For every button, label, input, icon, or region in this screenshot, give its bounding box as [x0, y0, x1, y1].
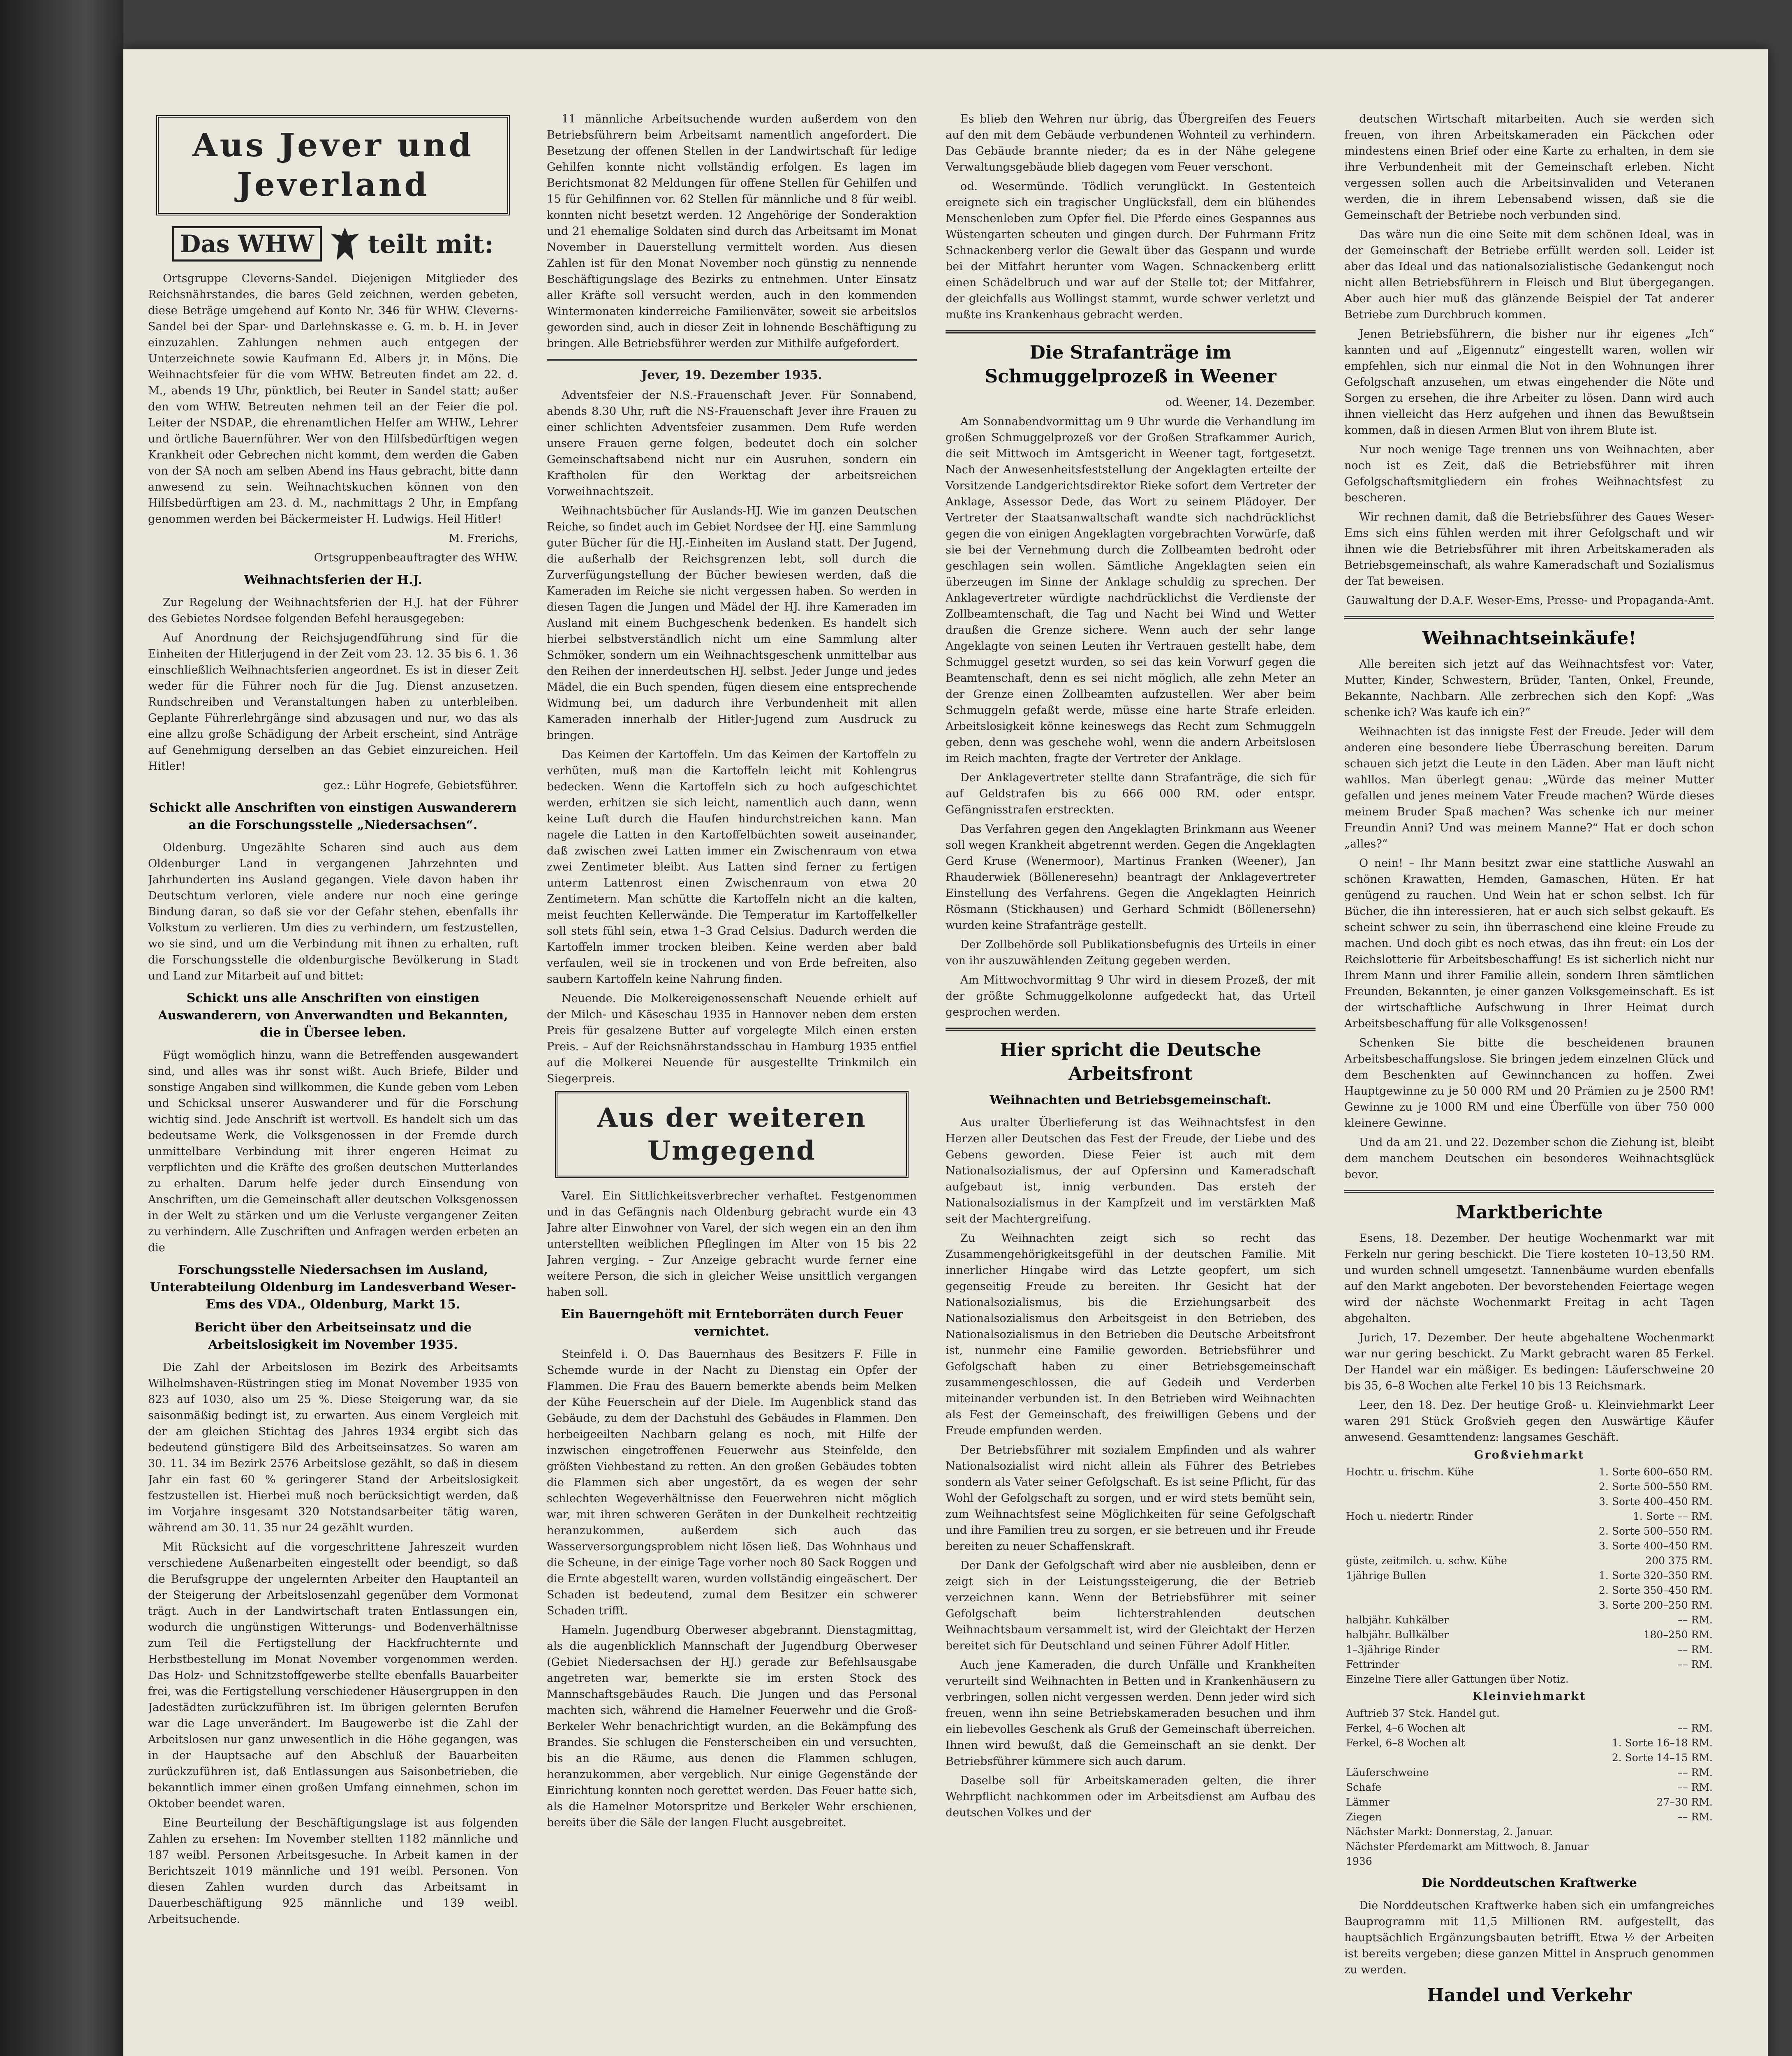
market-item: [1344, 1750, 1610, 1765]
article-text: Adventsfeier der N.S.-Frauenschaft Jever. Für Sonnabend, abends 8.30 Uhr, ruft die NS-Frauenschaft Jever ihre Frauen zu einer schlichten Adventsfeier zusammen. Dem Rufe werden unsere Frauen gerne folgen, bedeutet doch ein solcher Gemeinschaftsabend nicht nur ein Ausruhen, sondern ein Kraftholen für den Werktag der arbeitsreichen Vorweihnachtszeit.: [547, 389, 917, 498]
article-text: Nur noch wenige Tage trennen uns von Weihnachten, aber noch ist es Zeit, daß die Betriebsführer mit ihren Gefolgschaftsmitgliedern ein frohes Weihnachtsfest zu bescheren.: [1344, 443, 1714, 504]
article-text: Schenken Sie bitte die bescheidenen braunen Arbeitsbeschaffungslose. Sie bringen jedem einzelnen Glück und dem Beschenkten auf Gewinnchancen zu hoffen. Zwei Hauptgewinne zu je 50 000 RM und 20 Prämien zu je 2500 RM! Gewinne zu je 1000 RM und eine Überfülle von über 750 000 kleinere Gewinne.: [1344, 1037, 1714, 1130]
market-price: 3. Sorte 400–450 RM.: [1599, 1496, 1713, 1507]
table-row: [1344, 1765, 1714, 1780]
market-item: [1344, 1524, 1588, 1539]
article-text: Eine Beurteilung der Beschäftigungslage ist aus folgenden Zahlen zu ersehen: Im November stellten 1182 männliche und 187 weibl. Personen Arbeitsgesuche. In Arbeit kamen in der Berichtszeit 1019 männliche und 191 weibl. Personen. Von diesen Zahlen wurden durch das Arbeitsamt in Dauerbeschäftigung 925 männliche und 139 weibl. Arbeitsuchende.: [148, 1817, 518, 1926]
article-text: Auch jene Kameraden, die durch Unfälle und Krankheiten verurteilt sind Weihnachten in Betten und in Krankenhäusern zu verbringen, sollen nicht vergessen werden. Denn jeder wird sich freuen, wenn ihn seine Betriebskameraden besuchen und ihm ein liebevolles Geschenk als Gruß der Gemeinschaft überreichen. Ihnen wird bewußt, daß die Gemeinschaft an sie denkt. Der Betriebsführer kümmere sich auch darum.: [946, 1659, 1316, 1768]
article-text: deutschen Wirtschaft mitarbeiten. Auch sie werden sich freuen, von ihren Arbeitskameraden ein Päckchen oder mindestens einen Brief oder eine Karte zu erhalten, in dem sie ihre Verbundenheit mit der Gemeinschaft erleben. Nicht vergessen sollen auch die Arbeitsinvaliden und Veteranen werden, die in ihrem Lebensabend wissen, daß sie die Gemeinschaft der Betriebe noch verbunden sind.: [1344, 113, 1714, 222]
market-price: –– RM.: [1677, 1614, 1713, 1626]
article-text: Esens, 18. Dezember. Der heutige Wochenmarkt war mit Ferkeln nur gering beschickt. Die Tiere kosteten 10–13,50 RM. und wurden schnell umgesetzt. Tannenbäume wurden ebenfalls auf den Markt angeboten. Der bevorstehenden Feiertage wegen wird der nächste Wochenmarkt Freitag in acht Tagen abgehalten.: [1344, 1232, 1714, 1325]
table-row: [1344, 1780, 1714, 1795]
market-item: Schafe: [1346, 1781, 1382, 1793]
article-heading: Hier spricht die Deutsche Arbeitsfront: [1000, 1040, 1261, 1084]
market-item: Läuferschweine: [1346, 1767, 1429, 1778]
article-text: Alle bereiten sich jetzt auf das Weihnachtsfest vor: Vater, Mutter, Kinder, Schwestern, Brüder, Tanten, Onkel, Freunde, Bekannte, Nachbarn. Alle zerbrechen sich den Kopf: „Was schenke ich? Was kaufe ich ein?“: [1344, 658, 1714, 719]
article-text: 11 männliche Arbeitsuchende wurden außerdem von den Betriebsführern beim Arbeitsamt namentlich angefordert. Die Besetzung der offenen Stellen in der Landwirtschaft für ledige Gehilfen konnte nicht vollständig erfolgen. Es lagen im Berichtsmonat 82 Meldungen für offene Stellen für Gehilfen und 15 für Gehilfinnen vor. 62 Stellen für männliche und 8 für weibl. konnten nicht besetzt werden. 12 Angehörige der Sonderaktion und 21 ehemalige Soldaten sind durch das Arbeitsamt im Monat November in Dauerstellung vermittelt worden. Aus diesen Zahlen ist für den Monat November noch günstig zu nennende Beschäftigungslage des Bezirks zu entnehmen. Unter Einsatz aller Kräfte soll versucht werden, auch in den kommenden Wintermonaten kinderreiche Familienväter, soweit sie arbeitslos geworden sind, auch in dieser Zeit in lohnende Beschäftigung zu bringen. Alle Betriebsführer werden zur Mithilfe aufgefordert.: [547, 113, 917, 350]
divider: [547, 359, 917, 361]
table-row: [1344, 1479, 1714, 1494]
article-heading: Ein Bauerngehöft mit Ernteborräten durch Feuer vernichtet.: [561, 1307, 903, 1339]
market-item: Hochtr. u. frischm. Kühe: [1346, 1466, 1474, 1478]
market-subheading: Großviehmarkt: [1474, 1449, 1585, 1461]
market-price: –– RM.: [1677, 1767, 1713, 1778]
market-price: [1610, 1824, 1714, 1839]
market-price: 2. Sorte 350–450 RM.: [1599, 1584, 1713, 1596]
table-row: [1344, 1494, 1714, 1509]
market-subheading: Kleinviehmarkt: [1472, 1690, 1586, 1703]
article-text: Ortsgruppe Cleverns-Sandel. Diejenigen Mitglieder des Reichsnährstandes, die bares Geld zeichnen, werden gebeten, diese Beträge umgehend auf Konto Nr. 346 für WHW. Cleverns-Sandel bei der Spar- und Darlehnskasse e. G. m. b. H. in Jever einzuzahlen. Zahlungen nehmen auch entgegen der Unterzeichnete sowie Kaufmann Ed. Albers jr. in Möns. Die Weihnachtsfeier für die vom WHW. Betreuten findet am 22. d. M., abends 19 Uhr, pünktlich, bei Reuter in Sandel statt; außer den vom WHW. Betreuten nehmen teil an der Feier die pol. Leiter der NSDAP., die ehrenamtlichen Helfer am WHW., Lehrer und örtliche Bauernführer. Wer von den Hilfsbedürftigen wegen Krankheit oder Gebrechen nicht kommt, dem werden die Gaben von der SA noch am selben Abend ins Haus gebracht, bitte dann anwesend zu sein. Weihnachtskuchen können von den Hilfsbedürftigen am 23. d. M., nachmittags 2 Uhr, in Empfang genommen werden bei Bäckermeister H. Ludwigs. Heil Hitler!: [148, 272, 518, 526]
article-text: Die Zahl der Arbeitslosen im Bezirk des Arbeitsamts Wilhelmshaven-Rüstringen stieg im Monat November 1935 von 823 auf 1030, also um 25 %. Diese Steigerung war, da sie saisonmäßig bedingt ist, zu erwarten. Aus einem Vergleich mit der am gleichen Stichtag des Jahres 1934 ergibt sich das bedeutend günstigere Bild des Arbeitseinsatzes. So waren am 30. 11. 34 im Bezirk 2576 Arbeitslose gezählt, so daß in diesem Jahr ein fast 60 % geringerer Stand der Arbeitslosigkeit festzustellen ist. Hierbei muß noch berücksichtigt werden, daß im Vorjahre insgesamt 320 Notstandsarbeiter tätig waren, während am 30. 11. 35 nur 24 gezählt wurden.: [148, 1361, 518, 1534]
market-price: –– RM.: [1677, 1722, 1713, 1734]
market-item: Lämmer: [1346, 1796, 1390, 1808]
article-text: Wir rechnen damit, daß die Betriebsführer des Gaues Weser-Ems sich eins fühlen werden mit ihrer Gefolgschaft und wir ihnen wie die Betriebsführer mit ihren Arbeitskameraden als Betriebsgemeinschaft, als wahre Kameradschaft und Sozialismus der Tat beweisen.: [1344, 511, 1714, 588]
market-item: Nächster Pferdemarkt am Mittwoch, 8. Januar 1936: [1346, 1841, 1589, 1867]
table-row: [1344, 1750, 1714, 1765]
market-item: Auftrieb 37 Stck. Handel gut.: [1346, 1707, 1500, 1719]
market-price: [1610, 1706, 1714, 1721]
article-text: Jurich, 17. Dezember. Der heute abgehaltene Wochenmarkt war nur gering beschickt. Zu Markt gebracht waren 85 Ferkel. Der Handel war ein mäßiger. Es bedingen: Läuferschweine 20 bis 35, 6–8 Wochen alte Ferkel 10 bis 13 Reichsmark.: [1344, 1331, 1714, 1392]
newspaper-page: [123, 49, 1768, 2056]
article-text: Mit Rücksicht auf die vorgeschrittene Jahreszeit wurden verschiedene Außenarbeiten eingestellt oder beendigt, so daß die Berufsgruppe der ungelernten Arbeiter den Hauptanteil an der Steigerung der Arbeitslosenzahl gegenüber dem Vormonat trägt. Auch in der Landwirtschaft traten Entlassungen ein, wodurch die ungünstigen Witterungs- und Bodenverhältnisse zum Teil die Fertigstellung der Hackfruchternte und Herbstbestellung im Monat November vorgenommen werden. Das Holz- und Schnitzstoffgewerbe stellte ebenfalls Bauarbeiter frei, was die Fertigstellung verschiedener Häusergruppen in den Jadestädten zurückzuführen ist. Im übrigen gelernten Berufen war die Lage unverändert. Im Baugewerbe ist die Zahl der Arbeitslosen nur ganz unwesentlich in die Höhe gegangen, was in der Hauptsache auf den Abschluß der Bauarbeiten zurückzuführen ist, daß Entlassungen aus Saisonbetrieben, die bekanntlich immer einen großen Umfang einnehmen, schon im Oktober beendet waren.: [148, 1541, 518, 1810]
masthead-box: [156, 115, 510, 215]
article-text: Auf Anordnung der Reichsjugendführung sind für die Einheiten der Hitlerjugend in der Zeit vom 23. 12. 35 bis 6. 1. 36 einschließlich Weihnachtsferien angeordnet. Es ist in dieser Zeit weder für die Führer noch für die Jug. Dienst anzusetzen. Rundschreiben und Veranstaltungen haben zu unterbleiben. Geplante Führerlehrgänge sind abzusagen und nur, wo das als eine allzu große Schädigung der Arbeit erscheint, sind Anträge auf Genehmigung derselben an das Gebiet einzureichen. Heil Hitler!: [148, 632, 518, 773]
market-price: –– RM.: [1677, 1781, 1713, 1793]
market-price: [1588, 1672, 1714, 1687]
section-box: [555, 1091, 909, 1178]
article-text: Die Norddeutschen Kraftwerke haben sich ein umfangreiches Bauprogramm mit 11,5 Millionen RM. aufgestellt, das hauptsächlich Ergänzungsbauten betrifft. Etwa ½ der Arbeiten ist bereits vergeben; diese ganzen Mittel in Anspruch genommen zu werden.: [1344, 1899, 1714, 1976]
article-text: Daselbe soll für Arbeitskameraden gelten, die ihrer Wehrpflicht nachkommen oder im Arbeitsdienst am Aufbau des deutschen Volkes und der: [946, 1774, 1316, 1819]
table-row: [1344, 1539, 1714, 1554]
article-text: Am Mittwochvormittag 9 Uhr wird in diesem Prozeß, der mit der größte Schmuggelkolonne aufgedeckt hat, das Urteil gesprochen werden.: [946, 974, 1316, 1019]
market-price: [1610, 1839, 1714, 1869]
market-item: Ferkel, 6–8 Wochen alt: [1346, 1737, 1465, 1749]
market-item: güste, zeitmilch. u. schw. Kühe: [1346, 1555, 1507, 1567]
article-heading: Die Norddeutschen Kraftwerke: [1422, 1876, 1637, 1890]
article-text: Hameln. Jugendburg Oberweser abgebrannt. Dienstagmittag, als die augenblicklich Mannschaft der Jugendburg Oberweser (Gebiet Niedersachsen der HJ.) gerade zur Befehlsausgabe angetreten war, bemerkte sie im ersten Stock des Mannschaftsgebäudes Rauch. Die Jungen und das Personal machten sich, während die Hamelner Feuerwehr und die Groß-Berkeler Wehr benachrichtigt wurden, an die Bekämpfung des Brandes. Sie schlugen die Fensterscheiben ein und versuchten, bis an die Räume, aus denen die Flammen schlugen, heranzukommen, aber vergeblich. Nur einige Gegenstände der Einrichtung konnten noch gerettet werden. Das Feuer hatte sich, als die Hamelner Motorspritze und Berkeler Wehr erschienen, bereits über die Säle der langen Flucht ausgebreitet.: [547, 1624, 917, 1829]
column-3: [946, 111, 1316, 2056]
article-text: Weihnachten ist das innigste Fest der Freude. Jeder will dem anderen eine besondere liebe Überraschung bereiten. Darum schauen sich jetzt die Leute in den Läden. Aber man läuft nicht wahllos. Man überlegt genau: „Würde das meiner Mutter gefallen und jenes meinem Vater Freude machen? Würde dieses meinem Bruder Spaß machen? Was schenke ich nur meiner Freundin Anni? Und was meinem Manne?“ Hat er doch schon „alles?“: [1344, 725, 1714, 850]
market-item: [1344, 1479, 1588, 1494]
section-title: Aus der weiteren Umgegend: [597, 1102, 867, 1166]
article-text: Und da am 21. und 22. Dezember schon die Ziehung ist, bleibt dem manchem Deutschen ein besonderes Weihnachtsglück bevor.: [1344, 1136, 1714, 1181]
divider: [1344, 616, 1714, 619]
whw-teilt-text: teilt mit:: [368, 229, 494, 259]
market-item: Nächster Markt: Donnerstag, 2. Januar.: [1346, 1826, 1553, 1838]
whw-logo: Das WHW: [172, 226, 322, 262]
table-row: [1344, 1642, 1714, 1657]
article-text: Der Dank der Gefolgschaft wird aber nie ausbleiben, denn er zeigt sich in der Leistungssteigerung, die der Betrieb verzeichnen kann. Wenn der Betriebsführer mit seiner Gefolgschaft beim lichterstrahlenden deutschen Weihnachtsbaum versammelt ist, wird der Gleichtakt der Herzen bereitet sich für Deutschland und seinen Führer Adolf Hitler.: [946, 1559, 1316, 1652]
market-price: 3. Sorte 200–250 RM.: [1599, 1599, 1713, 1611]
column-4: [1344, 111, 1714, 2056]
article-heading: Die Strafanträge im Schmuggelprozeß in Weener: [985, 342, 1276, 387]
article-text: Am Sonnabendvormittag um 9 Uhr wurde die Verhandlung im großen Schmuggelprozeß vor der Großen Strafkammer Aurich, die seit Mittwoch im Amtsgericht in Weener tagt, fortgesetzt. Nach der Anwesenheitsfeststellung der Angeklagten erteilte der Vorsitzende Landgerichtsdirektor Rieke sofort dem Vertreter der Anklage, Assessor Dede, das Wort zu seinem Plädoyer. Der Vertreter der Staatsanwaltschaft wandte sich nachdrücklichst gegen die von einigen Angeklagten vorgebrachten Vorwürfe, daß sie bei der Vernehmung durch die Zollbeamten bedroht oder geschlagen sein wollen. Sämtliche Angeklagten seien ein überzeugen im Sinne der Anklage schuldig zu sprechen. Der Anklagevertreter würdigte nachdrücklichst die Verdienste der Zollbeamtenschaft, die Tag und Nacht bei Wind und Wetter draußen die Grenze sichere. Wenn auch der sehr lange Angeklagte von seinen Leuten ihr Vertrauen gestellt habe, dem Schmuggel gesetzt wurden, so sei das kein Vorwurf gegen die Beamtenschaft, denn es sei nicht möglich, alle zehn Meter an der Grenze einen Zollbeamten aufzustellen. Wer aber beim Schmuggeln gefaßt werde, müsse eine harte Strafe erleiden. Arbeitslosigkeit könne keineswegs das Recht zum Schmuggeln geben, denn was geschehe wohl, wenn die andern Arbeitslosen im Reich machten, fragte der Vertreter der Anklage.: [946, 415, 1316, 765]
table-row: [1344, 1839, 1714, 1869]
table-row: [1344, 1613, 1714, 1628]
article-text: od. Wesermünde. Tödlich verunglückt. In Gestenteich ereignete sich ein tragischer Unglücksfall, dem ein blühendes Menschenleben zum Opfer fiel. Die Pferde eines Gespannes aus Wüstengarten scheuten und gingen durch. Der Fuhrmann Fritz Schnackenberg verlor die Gewalt über das Gespann und wurde bei der Mitfahrt herunter vom Wagen. Schnackenberg erlitt einen Schädelbruch und war auf der Stelle tot; der Mitfahrer, der gleichfalls aus Wollingst stammt, wurde schwer verletzt und mußte ins Krankenhaus gebracht werden.: [946, 180, 1316, 321]
section-heading: Handel und Verkehr: [1427, 1985, 1632, 2006]
table-row: [1344, 1583, 1714, 1598]
article-text: Der Zollbehörde soll Publikationsbefugnis des Urteils in einer von ihr auszuwählenden Zeitung gegeben werden.: [946, 938, 1316, 967]
divider: [946, 330, 1316, 333]
article-heading: Weihnachtsferien der H.J.: [244, 573, 422, 587]
table-row: [1344, 1524, 1714, 1539]
market-price: 1. Sorte 16–18 RM.: [1612, 1737, 1713, 1749]
market-table-kleinvieh: [1344, 1706, 1714, 1869]
article-text: O nein! – Ihr Mann besitzt zwar eine stattliche Auswahl an schönen Krawatten, Hemden, Gamaschen, Hüten. Er hat genügend zu rauchen. Und Wein hat er schon selbst. Ich für Bücher, die ihn interessieren, hat er auch sich selbst gekauft. Es scheint schwer zu sein, ihn überraschend eine kleine Freude zu machen. Und doch gibt es noch etwas, das ihn freut: ein Los der Reichslotterie für Arbeitsbeschaffung! Es ist sicherlich nicht nur Ihrem Mann und ihrer Familie allein, sondern Ihren sämtlichen Freunden, Bekannten, je einer ganzen Volksgemeinschaft. Es ist der wirtschaftliche Aufschwung in Ihrer Heimat durch Arbeitsbeschaffung für alle Volksgenossen!: [1344, 857, 1714, 1030]
article-text: Varel. Ein Sittlichkeitsverbrecher verhaftet. Festgenommen und in das Gefängnis nach Oldenburg gebracht wurde ein 43 Jahre alter Einwohner von Varel, der sich wegen ein an den ihm unterstellten weiblichen Pfleglingen im Alter von 15 bis 22 Jahren verging. – Zur Anzeige gebracht wurde ferner eine weitere Person, die sich in gleicher Weise unsittlich vergangen haben soll.: [547, 1190, 917, 1299]
masthead-title: Aus Jever und Jeverland: [192, 127, 474, 204]
article-text: Das Verfahren gegen den Angeklagten Brinkmann aus Weener soll wegen Krankheit abgetrennt werden. Gegen die Angeklagten Gerd Kruse (Wenermoor), Martinus Franken (Weener), Jan Rhauderwiek (Bölleneresehn) beantragt der Anklagevertreter Einstellung des Verfahrens. Gegen die Angeklagten Heinrich Rösmann (Stickhausen) und Gerhard Schmidt (Böllenersehn) wurden keine Strafanträge gestellt.: [946, 823, 1316, 932]
article-text: Zu Weihnachten zeigt sich so recht das Zusammengehörigkeitsgefühl in der deutschen Familie. Mit innerlicher Hingabe wird das Letzte geopfert, um sich gegenseitig Freude zu bereiten. Ihr Gesicht hat der Nationalsozialismus, bis die Erziehungsarbeit des Nationalsozialismus den Arbeitsgeist in den Betrieben, des Nationalsozialismus in den Betrieben die Deutsche Arbeitsfront ist, nunmehr eine Familie geworden. Betriebsführer und Gefolgschaft haben zu einer Betriebsgemeinschaft zusammengeschlossen, die auf Gedeih und Verderben miteinander verbunden ist. In den Betrieben wird Weihnachten als Fest der Gemeinschaft, des freiwilligen Gebens und der Freude empfunden werden.: [946, 1232, 1316, 1437]
table-row: [1344, 1810, 1714, 1824]
table-row: [1344, 1721, 1714, 1736]
signature: M. Frerichs,: [449, 532, 518, 545]
article-text: Der Anklagevertreter stellte dann Strafanträge, die sich für auf Geldstrafen bis zu 666 000 RM. oder entspr. Gefängnisstrafen erstreckten.: [946, 771, 1316, 816]
whw-heading: [148, 225, 518, 262]
market-item: Fettrinder: [1346, 1658, 1399, 1670]
address-block: Forschungsstelle Niedersachsen im Ausland, Unterabteilung Oldenburg im Landesverband Weser-Ems des VDA., Oldenburg, Markt 15.: [150, 1263, 516, 1312]
market-item: halbjähr. Kuhkälber: [1346, 1614, 1449, 1626]
article-subheading: Schickt uns alle Anschriften von einstigen Auswanderern, von Anverwandten und Bekannten, die in Übersee leben.: [158, 991, 508, 1040]
article-text: Oldenburg. Ungezählte Scharen sind auch aus dem Oldenburger Land in vergangenen Jahrzehnten und Jahrhunderten ins Ausland gegangen. Viele davon haben ihr Deutschtum verloren, viele andere nur noch eine geringe Bindung daran, so daß sie vor der Gefahr stehen, ebenfalls ihr Volkstum zu verlieren. Um dies zu verhindern, um festzustellen, wo sie sind, und um die Verbindung mit ihnen zu erhalten, ruft die Forschungsstelle die oldenburgische Bevölkerung in Stadt und Land zur Mitarbeit auf und bittet:: [148, 841, 518, 982]
article-text: Jenen Betriebsführern, die bisher nur ihr eigenes „Ich“ kannten und auf „Eigennutz“ eingestellt waren, wollen wir empfehlen, sich nur einmal die Not in den Wohnungen ihrer Gefolgschaft anzusehen, um etwas eingehender die Nöte und Sorgen zu ersehen, die ihre Arbeiter zu lösen. Dann wird auch ihnen vielleicht das Herz aufgehen und ihnen das Bewußtsein kommen, daß in diesen Armen Blut von ihrem Blute ist.: [1344, 328, 1714, 437]
market-price: 200 375 RM.: [1645, 1555, 1713, 1567]
book-spine: [0, 0, 123, 2056]
market-item: [1344, 1494, 1588, 1509]
market-item: 1jährige Bullen: [1346, 1570, 1426, 1581]
market-item: Einzelne Tiere aller Gattungen über Notiz.: [1346, 1673, 1569, 1685]
table-row: [1344, 1598, 1714, 1613]
article-text: Neuende. Die Molkereigenossenschaft Neuende erhielt auf der Milch- und Käseschau 1935 in Hannover neben dem ersten Preis für gesalzene Butter auf vorgelegte Milch einen ersten Preis. – Auf der Reichsnährstandsschau in Hamburg 1935 entfiel auf die Molkerei Neuende für ausgestellte Trinkmilch ein Siegerpreis.: [547, 992, 917, 1085]
table-row: [1344, 1628, 1714, 1642]
signature: Gauwaltung der D.A.F. Weser-Ems, Presse- und Propaganda-Amt.: [1346, 594, 1714, 607]
article-text: Steinfeld i. O. Das Bauernhaus des Besitzers F. Fille in Schemde wurde in der Nacht zu Dienstag ein Opfer der Flammen. Die Frau des Bauern bemerkte abends beim Melken der Kühe Feuerschein auf der Diele. Im Augenblick stand das Gebäude, zu dem der Dachstuhl des Gebäudes in Flammen. Den herbeigeeilten Nachbarn gelang es noch, mit Hilfe der inzwischen eingetroffenen Feuerwehr aus Steinfelde, den größten Viehbestand zu retten. An den großen Gebäudes tobten die Flammen sich aber ungestört, da es wegen der sehr schlechten Wegeverhältnisse den Feuerwehren nicht möglich war, mit ihren schweren Geräten in der Dunkelheit rechtzeitig heranzukommen, außerdem sich auch das Wasserversorgungsproblem nicht lösen ließ. Das Wohnhaus und die Scheune, in der einige Tage vorher noch 80 Sack Roggen und die Ernte abgestellt waren, wurden vollständig eingeäschert. Der Schaden ist bedeutend, zumal dem Besitzer ein schwerer Schaden trifft.: [547, 1348, 917, 1617]
market-price: 2. Sorte 500–550 RM.: [1599, 1481, 1713, 1493]
market-price: –– RM.: [1677, 1644, 1713, 1655]
article-heading: Bericht über den Arbeitseinsatz und die Arbeitslosigkeit im November 1935.: [194, 1320, 472, 1352]
article-text: Fügt womöglich hinzu, wann die Betreffenden ausgewandert sind, und alles was ihr sonst wißt. Auch Briefe, Bilder und sonstige Angaben sind willkommen, die Kunde geben vom Leben und Schicksal unserer Auswanderer und für die Forschung wichtig sind. Jede Anschrift ist wertvoll. Es handelt sich um das bedeutsame Werk, die Volksgenossen in der Fremde durch unmittelbare Verbindung mit ihrer engeren Heimat zu verpflichten und die Kräfte des großen deutschen Mutterlandes zu erhalten. Darum helfe jeder durch Einsendung von Anschriften, um die Gemeinschaft aller deutschen Volksgenossen in der Welt zu stärken und um die Verluste vergangener Zeiten zu verhindern. Alle Zuschriften und Anfragen werden erbeten an die: [148, 1049, 518, 1254]
table-row: [1344, 1672, 1714, 1687]
table-row: [1344, 1824, 1714, 1839]
market-item: [1344, 1539, 1588, 1554]
market-item: Ferkel, 4–6 Wochen alt: [1346, 1722, 1465, 1734]
article-text: Der Betriebsführer mit sozialem Empfinden und als wahrer Nationalsozialist wird nicht allein als Führer des Betriebes sondern als Vater seiner Gefolgschaft. Es ist seine Pflicht, für das Wohl der Gefolgschaft zu sorgen, und er wird stets bemüht sein, zum Weihnachtsfest seine Möglichkeiten für seine Gefolgschaft und ihre Familien treu zu sorgen, er sie betreuen und ihr Freude bereiten zu neuer Schaffenskraft.: [946, 1444, 1316, 1553]
market-table-grossvieh: [1344, 1465, 1714, 1687]
market-price: 2. Sorte 500–550 RM.: [1599, 1525, 1713, 1537]
market-price: 3. Sorte 400–450 RM.: [1599, 1540, 1713, 1552]
market-price: –– RM.: [1677, 1658, 1713, 1670]
column-2: [547, 111, 917, 2056]
article-heading: Marktberichte: [1456, 1202, 1603, 1223]
market-item: 1–3jährige Rinder: [1346, 1644, 1440, 1655]
article-text: Weihnachtsbücher für Auslands-HJ. Wie im ganzen Deutschen Reiche, so findet auch im Gebiet Nordsee der HJ. eine Sammlung guter Bücher für die HJ.-Einheiten im Ausland statt. Der Jugend, die außerhalb der Reichsgrenzen lebt, soll durch die Zurverfügungstellung der Bücher bewiesen werden, daß die Kameraden im Reiche sie nicht vergessen haben. So werden in diesen Tagen die Jungen und Mädel der HJ. ihre Kameraden im Ausland mit einem Buchgeschenk bedenken. Es handelt sich hierbei selbstverständlich nicht um eine Sammlung alter Schmöker, sondern um ein Weihnachtsgeschenk unmittelbar aus den Reihen der innerdeutschen HJ. selbst. Jeder Junge und jedes Mädel, die ein Buch spenden, fügen diesem eine entsprechende Widmung bei, um dadurch ihre Verbundenheit mit allen Kameraden innerhalb der Hitler-Jugend zum Ausdruck zu bringen.: [547, 505, 917, 742]
article-text: Das wäre nun die eine Seite mit dem schönen Ideal, was in der Gemeinschaft der Betriebe erfüllt werden soll. Leider ist aber das Ideal und das nationalsozialistische Gedankengut noch nicht allen Betriebsführern in Fleisch und Blut übergegangen. Aber auch hier muß das glänzende Beispiel der Tat anderer Betriebe zum Durchbruch kommen.: [1344, 228, 1714, 321]
article-text: Aus uralter Überlieferung ist das Weihnachtsfest in den Herzen aller Deutschen das Fest der Freude, der Liebe und des Gebens geworden. Diese Feier ist auch mit dem Nationalsozialismus, der auf Opfersinn und Kameradschaft aufgebaut ist, innig verbunden. Das ersteh der Nationalsozialismus in der Kampfzeit und im verstärkten Maß seit der Machtergreifung.: [946, 1116, 1316, 1225]
market-price: 180–250 RM.: [1643, 1629, 1713, 1641]
dateline: Jever, 19. Dezember 1935.: [641, 368, 823, 382]
market-item: Ziegen: [1346, 1811, 1382, 1823]
market-item: [1344, 1598, 1588, 1613]
signature-title: Ortsgruppenbeauftragter des WHW.: [314, 551, 518, 564]
market-price: –– RM.: [1677, 1811, 1713, 1823]
table-row: [1344, 1795, 1714, 1810]
article-heading: Weihnachtseinkäufe!: [1422, 628, 1637, 649]
market-price: 1. Sorte 600–650 RM.: [1599, 1466, 1713, 1478]
market-item: Hoch u. niedertr. Rinder: [1346, 1510, 1473, 1522]
market-price: 1. Sorte –– RM.: [1632, 1510, 1713, 1522]
dateline: od. Weener, 14. Dezember.: [1165, 396, 1316, 409]
market-price: 27–30 RM.: [1656, 1796, 1713, 1808]
article-text: Das Keimen der Kartoffeln. Um das Keimen der Kartoffeln zu verhüten, muß man die Kartoffeln leicht mit Kohlengrus bedecken. Wenn die Kartoffeln sich zu hoch aufgeschichtet werden, erhitzen sie sich leicht, namentlich auch dann, wenn keine Luft durch die Haufen hindurchstreichen kann. Man nagele die Latten in den Kartoffelbüchten soweit auseinander, daß zwischen zwei Latten immer ein Zwischenraum von etwa zwei Zentimeter bleibt. Aus Latten sind ferner zu fertigen unterm Lattenrost einen Zwischenraum von etwa 20 Zentimetern. Man schütte die Kartoffeln nicht an die kalten, meist feuchten Kellerwände. Die Temperatur im Kartoffelkeller soll stets fühl sein, etwa 1–3 Grad Celsius. Dadurch werden die Kartoffeln immer trocken bleiben. Keine werden aber bald verfaulen, weil sie in trockenen und von Erde befreiten, also saubern Kartoffeln keine Nahrung finden.: [547, 748, 917, 986]
divider: [946, 1028, 1316, 1031]
table-row: [1344, 1657, 1714, 1672]
market-item: halbjähr. Bullkälber: [1346, 1629, 1449, 1641]
market-price: 1. Sorte 320–350 RM.: [1599, 1570, 1713, 1581]
article-text: Es blieb den Wehren nur übrig, das Übergreifen des Feuers auf den mit dem Gebäude verbundenen Wohnteil zu verhindern. Das Gebäude brannte nieder; da es in der Nähe gelegene Verwaltungsgebäude blieb dagegen vom Feuer verschont.: [946, 113, 1316, 174]
column-1: [148, 111, 518, 2056]
table-row: [1344, 1509, 1714, 1524]
table-row: [1344, 1465, 1714, 1479]
table-row: [1344, 1736, 1714, 1750]
market-item: [1344, 1583, 1588, 1598]
table-row: [1344, 1568, 1714, 1583]
market-price: 2. Sorte 14–15 RM.: [1612, 1752, 1713, 1764]
eagle-icon: [328, 225, 361, 262]
article-heading: Schickt alle Anschriften von einstigen Auswanderern an die Forschungsstelle „Niedersachsen“.: [149, 801, 517, 832]
table-row: [1344, 1706, 1714, 1721]
table-row: [1344, 1554, 1714, 1568]
article-text: Leer, den 18. Dez. Der heutige Groß- u. Kleinviehmarkt Leer waren 291 Stück Großvieh gegen den Auswärtige Käufer anwesend. Gesamttendenz: langsames Geschäft.: [1344, 1399, 1714, 1444]
article-text: Zur Regelung der Weihnachtsferien der H.J. hat der Führer des Gebietes Nordsee folgenden Befehl herausgegeben:: [148, 596, 518, 625]
signature: gez.: Lühr Hogrefe, Gebietsführer.: [323, 779, 518, 792]
article-subheading: Weihnachten und Betriebsgemeinschaft.: [990, 1093, 1272, 1107]
divider: [1344, 1190, 1714, 1193]
